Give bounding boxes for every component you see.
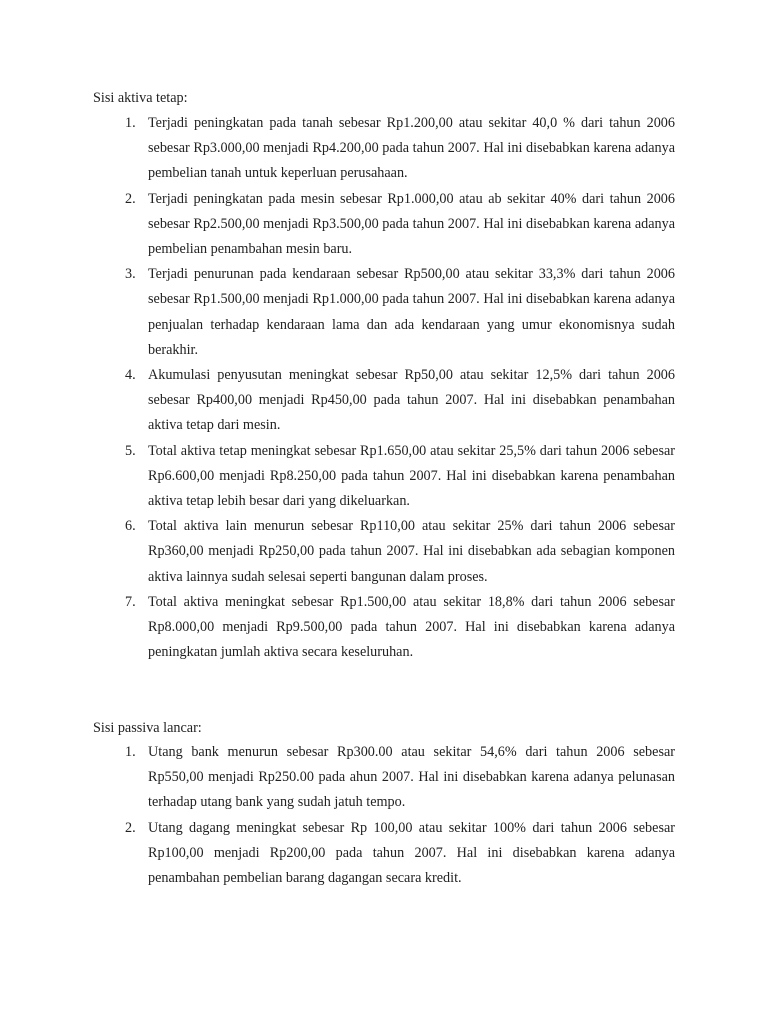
list-item-text: Utang dagang meningkat sebesar Rp 100,00 atau sekitar 100% dari tahun 2006 sebesar Rp100,00 menjadi Rp200,00 pada tahun 2007. Hal ini disebabkan karena adanya penambahan pembelian barang dagangan secara kredit.	[148, 819, 675, 887]
list-item-text: Total aktiva lain menurun sebesar Rp110,00 atau sekitar 25% dari tahun 2006 sebesar Rp360,00 menjadi Rp250,00 pada tahun 2007. Hal ini disebabkan ada sebagian komponen aktiva lainnya sudah selesai seperti bangunan dalam proses.	[148, 518, 675, 585]
list-item	[93, 514, 675, 590]
list-item-number: 5.	[125, 442, 136, 459]
list-item-text: Utang bank menurun sebesar Rp300.00 atau sekitar 54,6% dari tahun 2006 sebesar Rp550,00 menjadi Rp250.00 pada ahun 2007. Hal ini disebabkan karena adanya pelunasan terhadap utang bank yang sudah jatuh tempo.	[148, 744, 675, 811]
list-item-text: Terjadi peningkatan pada mesin sebesar Rp1.000,00 atau ab sekitar 40% dari tahun 2006 sebesar Rp2.500,00 menjadi Rp3.500,00 pada tahun 2007. Hal ini disebabkan karena adanya pembelian penambahan mesin baru.	[148, 190, 675, 258]
list-item	[93, 111, 675, 187]
list-item-text: Total aktiva tetap meningkat sebesar Rp1.650,00 atau sekitar 25,5% dari tahun 2006 sebesar Rp6.600,00 menjadi Rp8.250,00 pada tahun 2007. Hal ini disebabkan karena penambahan aktiva tetap lebih besar dari yang dikeluarkan.	[148, 442, 675, 510]
list-item-text: Terjadi peningkatan pada tanah sebesar Rp1.200,00 atau sekitar 40,0 % dari tahun 2006 sebesar Rp3.000,00 menjadi Rp4.200,00 pada tahun 2007. Hal ini disebabkan karena adanya pembelian tanah untuk keperluan perusahaan.	[148, 115, 675, 182]
list-item	[93, 262, 675, 363]
list-item	[93, 590, 675, 666]
list-item	[93, 816, 675, 892]
list-item-text: Akumulasi penyusutan meningkat sebesar Rp50,00 atau sekitar 12,5% dari tahun 2006 sebesar Rp400,00 menjadi Rp450,00 pada tahun 2007. Hal ini disebabkan penambahan aktiva tetap dari mesin.	[148, 367, 675, 434]
list-item-text: Total aktiva meningkat sebesar Rp1.500,00 atau sekitar 18,8% dari tahun 2006 sebesar Rp8.000,00 menjadi Rp9.500,00 pada tahun 2007. Hal ini disebabkan karena adanya peningkatan jumlah aktiva secara keseluruhan.	[148, 593, 675, 661]
list-item	[93, 187, 675, 263]
section-heading-aktiva-tetap: Sisi aktiva tetap:	[93, 90, 188, 106]
list-item-number: 2.	[125, 819, 136, 836]
list-item	[93, 363, 675, 439]
list-item-text: Terjadi penurunan pada kendaraan sebesar Rp500,00 atau sekitar 33,3% dari tahun 2006 sebesar Rp1.500,00 menjadi Rp1.000,00 pada tahun 2007. Hal ini disebabkan karena adanya penjualan terhadap kendaraan lama dan ada kendaraan yang umur ekonomisnya sudah berakhir.	[148, 266, 675, 358]
list-item-number: 6.	[125, 518, 136, 535]
aktiva-tetap-list	[93, 111, 675, 665]
list-item-number: 1.	[125, 115, 136, 131]
list-item	[93, 439, 675, 515]
section-heading-passiva-lancar: Sisi passiva lancar:	[93, 720, 202, 736]
list-item	[93, 740, 675, 816]
list-item-number: 3.	[125, 266, 136, 283]
list-item-number: 4.	[125, 367, 136, 384]
list-item-number: 7.	[125, 593, 136, 610]
list-item-number: 2.	[125, 190, 136, 207]
passiva-lancar-list	[93, 740, 675, 891]
list-item-number: 1.	[125, 744, 136, 760]
